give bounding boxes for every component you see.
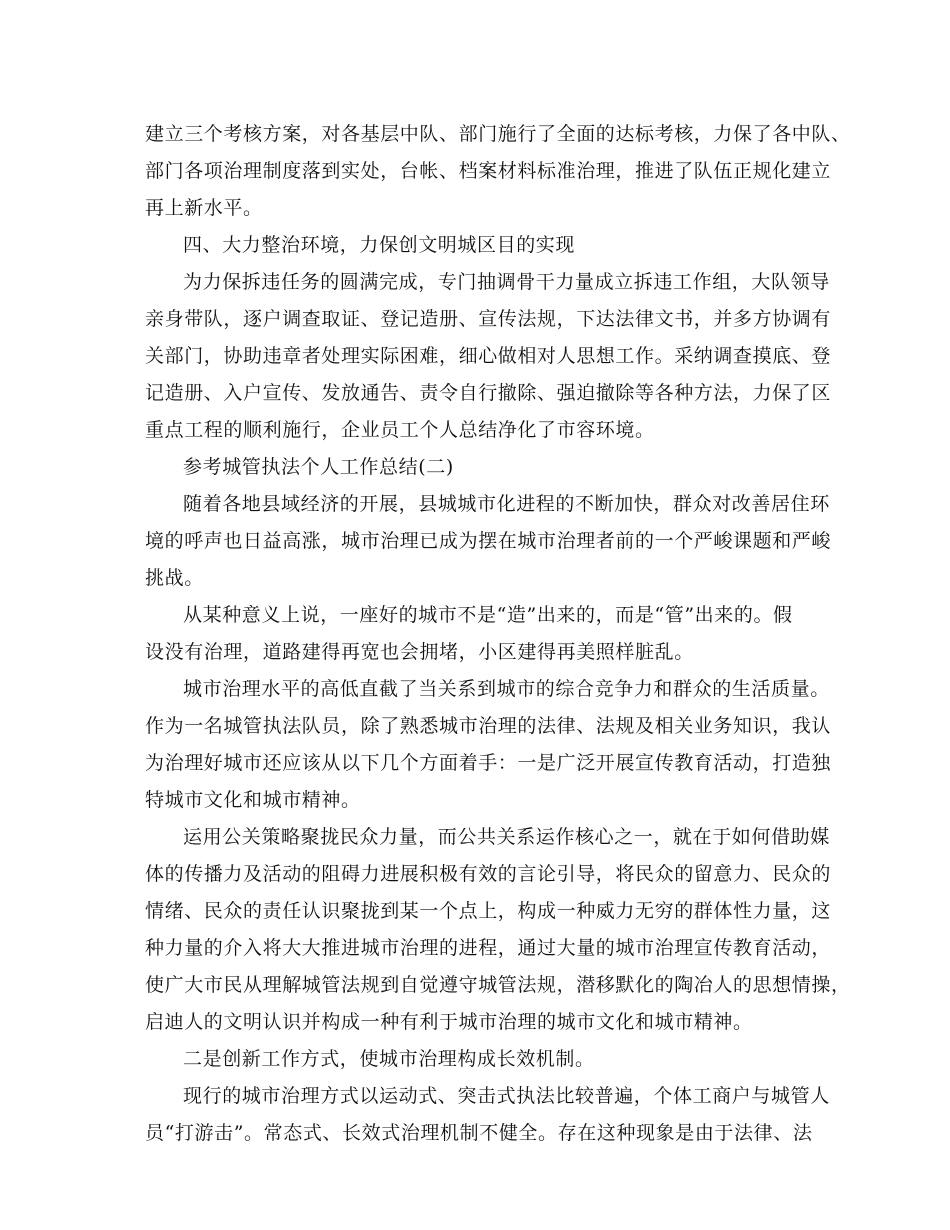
text-line: 挑战。 [145,567,204,589]
text-line: 特城市文化和城市精神。 [145,789,361,811]
text-line: 为力保拆违任务的圆满完成，专门抽调骨干力量成立拆违工作组，大队领导 [183,271,830,293]
text-line: 重点工程的顺利施行，企业员工个人总结净化了市容环境。 [145,419,655,441]
text-line: 境的呼声也日益高涨，城市治理已成为摆在城市治理者前的一个严峻课题和严峻 [145,530,832,552]
text-line: 运用公关策略聚拢民众力量，而公共关系运作核心之一，就在于如何借助媒 [183,826,830,848]
text-line: 种力量的介入将大大推进城市治理的进程，通过大量的城市治理宣传教育活动， [145,937,832,959]
section-heading: 二是创新工作方式，使城市治理构成长效机制。 [183,1048,595,1070]
text-line: 员“打游击”。常态式、长效式治理机制不健全。存在这种现象是由于法律、法 [145,1122,813,1144]
text-line: 部门各项治理制度落到实处，台帐、档案材料标准治理，推进了队伍正规化建立 [145,160,832,182]
text-line: 情绪、民众的责任认识聚拢到某一个点上，构成一种威力无穷的群体性力量，这 [145,900,832,922]
text-line: 关部门，协助违章者处理实际困难，细心做相对人思想工作。采纳调查摸底、登 [145,345,832,367]
text-line: 再上新水平。 [145,197,263,219]
text-line: 建立三个考核方案，对各基层中队、部门施行了全面的达标考核，力保了各中队、 [145,123,851,145]
text-line: 亲身带队，逐户调查取证、登记造册、宣传法规，下达法律文书，并多方协调有 [145,308,832,330]
text-line: 作为一名城管执法队员，除了熟悉城市治理的法律、法规及相关业务知识，我认 [145,715,832,737]
section-heading: 参考城管执法个人工作总结(二) [183,456,454,478]
text-line: 启迪人的文明认识并构成一种有利于城市治理的城市文化和城市精神。 [145,1011,753,1033]
text-line: 设没有治理，道路建得再宽也会拥堵，小区建得再美照样脏乱。 [145,641,694,663]
text-line: 现行的城市治理方式以运动式、突击式执法比较普遍，个体工商户与城管人 [183,1085,830,1107]
text-line: 城市治理水平的高低直截了当关系到城市的综合竞争力和群众的生活质量。 [183,678,830,700]
text-line: 体的传播力及活动的阻碍力进展积极有效的言论引导，将民众的留意力、民众的 [145,863,832,885]
text-line: 使广大市民从理解城管法规到自觉遵守城管法规，潜移默化的陶冶人的思想情操， [145,974,851,996]
text-line: 记造册、入户宣传、发放通告、责令自行撤除、强迫撤除等各种方法，力保了区 [145,382,832,404]
section-heading: 四、大力整治环境，力保创文明城区目的实现 [183,234,576,256]
text-line: 为治理好城市还应该从以下几个方面着手：一是广泛开展宣传教育活动，打造独 [145,752,832,774]
text-line: 从某种意义上说，一座好的城市不是“造”出来的，而是“管”出来的。假 [183,604,793,626]
text-line: 随着各地县域经济的开展，县城城市化进程的不断加快，群众对改善居住环 [183,493,830,515]
